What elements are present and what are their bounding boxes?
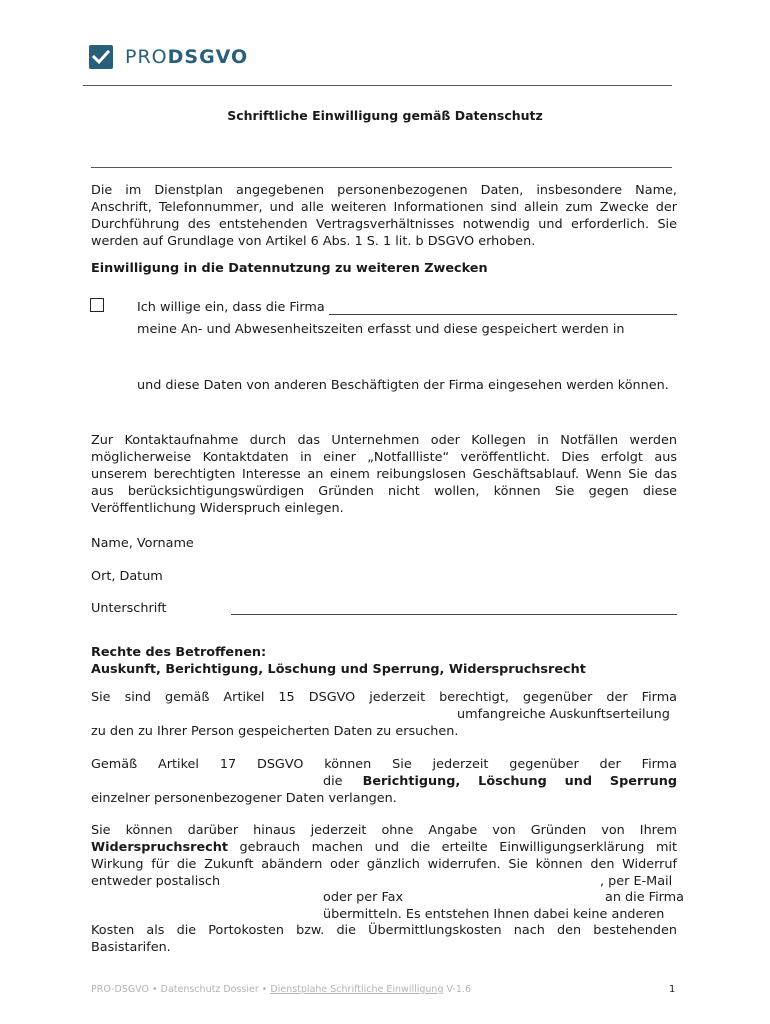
- footer-version: V-1.6: [446, 984, 471, 995]
- consent-line-1: [137, 300, 677, 315]
- consent-text-2: meine An- und Abwesenheitszeiten erfasst und diese gespeichert werden in: [137, 322, 625, 337]
- footer-text: [91, 984, 471, 995]
- rights-p3-line7: Kosten als die Portokosten bzw. die Übermittlungskosten nach den bestehenden Basistarifen.: [91, 923, 677, 955]
- intro-paragraph: Die im Dienstplan angegebenen personenbezogenen Daten, insbesondere Name, Anschrift, Telefonnummer, und alle weiteren Informationen sind allein zum Zwecke der Durchführung des entstehenden Vertragsverhältnisses notwendig und erforderlich. Sie werden auf Grundlage von Artikel 6 Abs. 1 S. 1 lit. b DSGVO erhoben.: [91, 183, 677, 249]
- consent-checkbox[interactable]: [90, 298, 104, 312]
- rights-p3-line3: Wirkung für die Zukunft abändern oder gänzlich widerrufen. Sie können den Widerruf: [91, 857, 677, 872]
- rights-p1-line2: umfangreiche Auskunftserteilung: [457, 707, 670, 722]
- rights-p1-line3: zu den zu Ihrer Person gespeicherten Daten zu ersuchen.: [91, 724, 459, 739]
- rights-heading: Rechte des Betroffenen:: [91, 645, 267, 660]
- name-label: Name, Vorname: [91, 536, 194, 551]
- logo-text-light: PRO: [125, 46, 168, 68]
- footer-prefix: PRO-DSGVO • Datenschutz Dossier •: [91, 984, 268, 995]
- signature-label: Unterschrift: [91, 601, 167, 616]
- footer-link[interactable]: Dienstplahe Schriftliche Einwilligung: [270, 984, 444, 995]
- signature-field[interactable]: [231, 601, 677, 615]
- rights-p3-line6: übermitteln. Es entstehen Ihnen dabei keine anderen: [323, 907, 665, 922]
- rights-p3-line2-rest: gebrauch machen und die erteilte Einwilligungserklärung mit: [239, 840, 677, 855]
- rights-p2-line3: einzelner personenbezogener Daten verlangen.: [91, 791, 397, 806]
- brand-logo: [89, 45, 248, 69]
- rights-p3-line1: Sie können darüber hinaus jederzeit ohne Angabe von Gründen von Ihrem: [91, 823, 677, 838]
- rights-p1-line1: Sie sind gemäß Artikel 15 DSGVO jederzeit berechtigt, gegenüber der Firma: [91, 690, 677, 705]
- rights-p2-bold: Berichtigung, Löschung und Sperrung: [362, 774, 677, 789]
- contact-paragraph: Zur Kontaktaufnahme durch das Unternehmen oder Kollegen in Notfällen werden möglicherweise Kontaktdaten in einer „Notfallliste“ veröffentlicht. Dies erfolgt aus unserem berechtigten Interesse an einem reibungslosen Geschäftsablauf. Wenn Sie das aus berücksichtigungswürdigen Gründen nicht wollen, können Sie gegen diese Veröffentlichung Widerspruch einlegen.: [91, 433, 677, 516]
- place-date-label: Ort, Datum: [91, 569, 163, 584]
- rights-p2-line2: [323, 773, 677, 790]
- rights-p3-line5b: an die Firma: [605, 890, 684, 905]
- title-divider: [91, 167, 672, 168]
- checkmark-icon: [89, 45, 113, 69]
- company-name-field[interactable]: [329, 302, 677, 315]
- rights-subheading: Auskunft, Berichtigung, Löschung und Sperrung, Widerspruchsrecht: [91, 662, 586, 677]
- header-divider: [83, 85, 672, 86]
- rights-p3-line4b: , per E-Mail: [600, 874, 673, 889]
- consent-text-1: Ich willige ein, dass die Firma: [137, 300, 325, 315]
- rights-p2-die: die: [323, 774, 343, 789]
- rights-p3-line4a: entweder postalisch: [91, 874, 221, 889]
- page-number: 1: [669, 984, 676, 995]
- consent-text-3: und diese Daten von anderen Beschäftigten der Firma eingesehen werden können.: [137, 378, 669, 393]
- rights-p3-line5a: oder per Fax: [323, 890, 404, 905]
- rights-p2-line1: Gemäß Artikel 17 DSGVO können Sie jederzeit gegenüber der Firma: [91, 757, 677, 772]
- logo-wordmark: [125, 46, 248, 68]
- page-title: Schriftliche Einwilligung gemäß Datenschutz: [227, 108, 543, 123]
- rights-p3-line2: [91, 839, 677, 856]
- rights-p3-bold: Widerspruchsrecht: [91, 840, 228, 855]
- logo-text-bold: DSGVO: [167, 46, 249, 68]
- consent-heading: Einwilligung in die Datennutzung zu weiteren Zwecken: [91, 261, 488, 276]
